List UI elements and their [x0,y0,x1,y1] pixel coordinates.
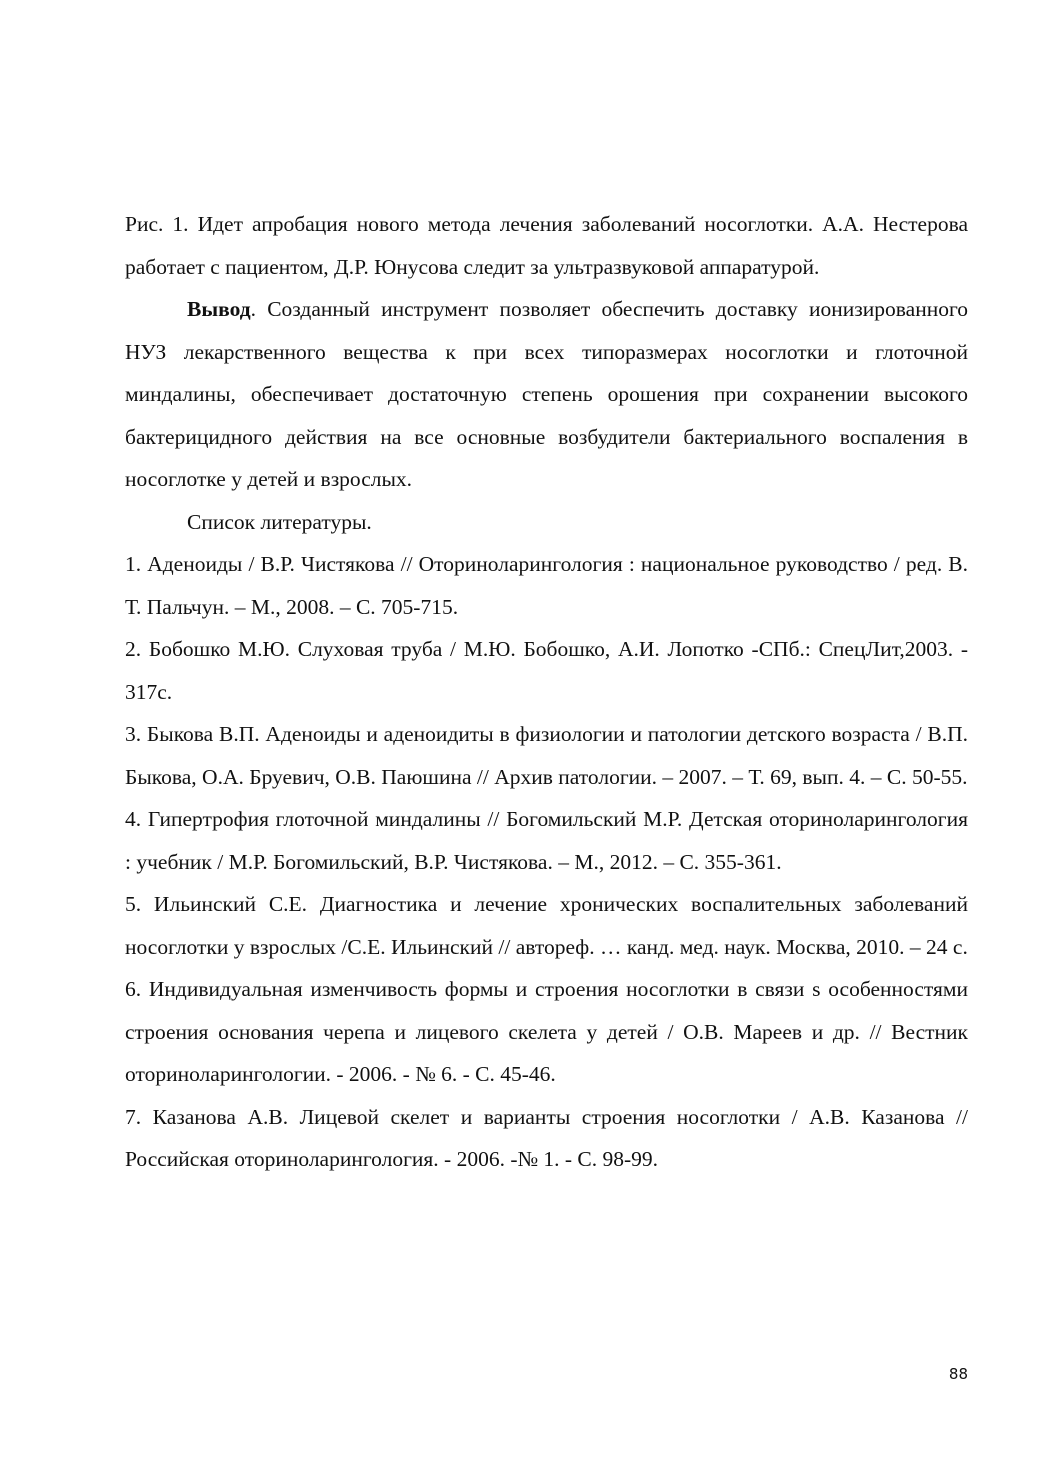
page-number: 88 [948,1365,968,1383]
reference-item: 5. Ильинский С.Е. Диагностика и лечение хронических воспалительных заболеваний носоглотки у взрослых /С.Е. Ильинский // автореф. … канд. мед. наук. Москва, 2010. – 24 с. [125,892,968,959]
conclusion-text: Созданный инструмент позволяет обеспечить доставку ионизированного НУЗ лекарственного вещества к при всех типоразмерах носоглотки и глоточной миндалины, обеспечивает достаточную степень орошения при сохранении высокого бактерицидного действия на все основные возбудители бактериального воспаления в носоглотке у детей и взрослых. [125,297,968,491]
reference-item: 2. Бобошко М.Ю. Слуховая труба / М.Ю. Бобошко, А.И. Лопотко -СПб.: СпецЛит,2003. - 317с. [125,637,968,704]
reference-item: 3. Быкова В.П. Аденоиды и аденоидиты в физиологии и патологии детского возраста / В.П. Быкова, О.А. Бруевич, О.В. Паюшина // Архив патологии. – 2007. – Т. 69, вып. 4. – С. 50-55. [125,722,968,789]
reference-item: 7. Казанова А.В. Лицевой скелет и варианты строения носоглотки / А.В. Казанова // Российская оториноларингология. - 2006. -№ 1. - С. 98-99. [125,1104,968,1171]
reference-item: 1. Аденоиды / В.Р. Чистякова // Оториноларингология : национальное руководство / ред. В. Т. Пальчун. – М., 2008. – С. 705-715. [125,552,968,619]
references-heading: Список литературы. [187,509,372,534]
reference-item: 6. Индивидуальная изменчивость формы и строения носоглотки в связи s особенностями строения основания черепа и лицевого скелета у детей / О.В. Мареев и др. // Вестник оториноларингологии. - 2006. - № 6. - С. 45-46. [125,977,968,1086]
page-content [125,203,968,1181]
figure-caption: Рис. 1. Идет апробация нового метода лечения заболеваний носоглотки. А.А. Нестерова работает с пациентом, Д.Р. Юнусова следит за ультразвуковой аппаратурой. [125,212,968,279]
conclusion-paragraph [125,288,968,501]
reference-item: 4. Гипертрофия глоточной миндалины // Богомильский М.Р. Детская оториноларингология : учебник / М.Р. Богомильский, В.Р. Чистякова. – М., 2012. – С. 355-361. [125,807,968,874]
conclusion-label-suffix: . [250,297,256,321]
references-list [125,543,968,1181]
conclusion-label: Вывод [187,297,251,321]
